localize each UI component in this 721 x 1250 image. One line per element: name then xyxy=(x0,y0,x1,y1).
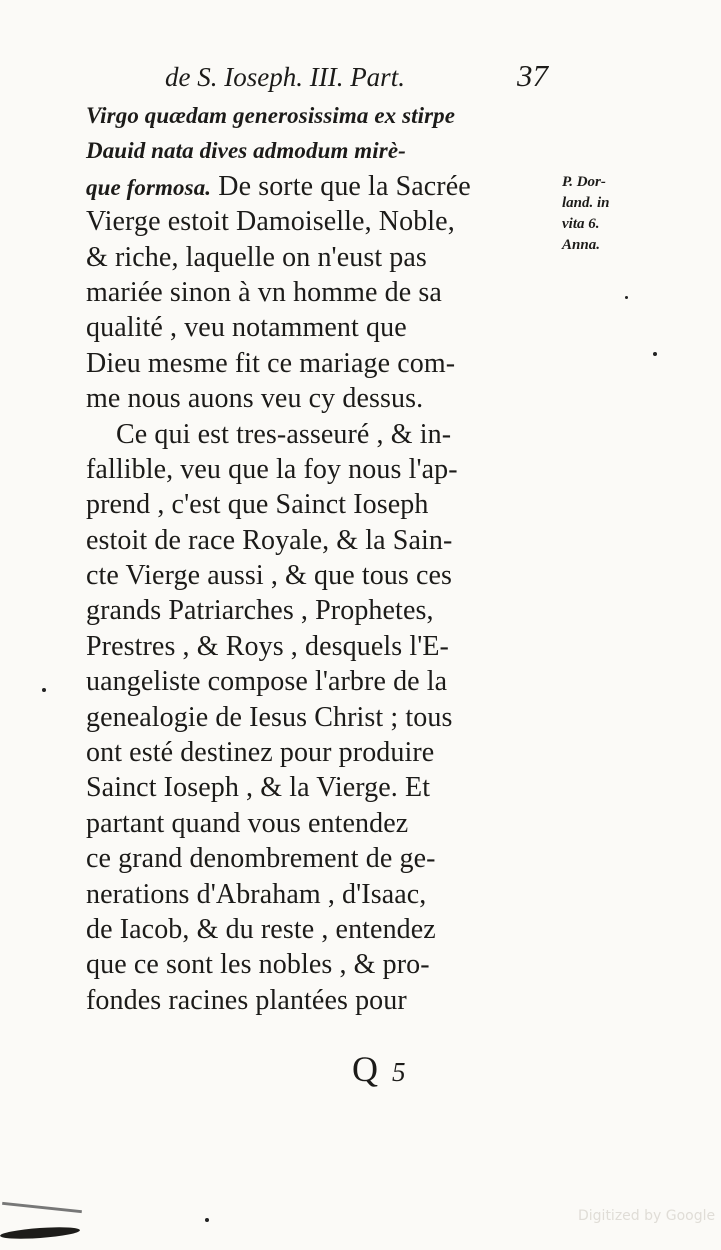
text-line: de Iacob, & du reste , entendez xyxy=(86,913,436,945)
signature-number: 5 xyxy=(392,1057,406,1087)
signature-letter: Q xyxy=(352,1049,378,1089)
text-line: prend , c'est que Sainct Ioseph xyxy=(86,489,429,521)
text-line: uangeliste compose l'arbre de la xyxy=(86,666,448,698)
text-line-italic-part: que formosa. xyxy=(86,174,212,200)
text-line: genealogie de Iesus Christ ; tous xyxy=(86,701,453,733)
page-number: 37 xyxy=(517,58,548,93)
scan-watermark: Digitized by Google xyxy=(578,1208,716,1224)
text-line: me nous auons veu cy dessus. xyxy=(86,383,424,415)
text-line: Dauid nata dives admodum mirè- xyxy=(86,138,406,164)
text-line: Sainct Ioseph , & la Vierge. Et xyxy=(86,772,431,804)
text-line xyxy=(86,169,561,204)
text-line: Ce qui est tres-asseuré , & in- xyxy=(116,418,452,450)
running-title: de S. Ioseph. III. Part. xyxy=(165,62,405,92)
page-smudge xyxy=(2,1202,82,1213)
ink-speck xyxy=(205,1218,209,1222)
margin-note-line: Anna. xyxy=(562,237,600,253)
margin-note xyxy=(562,172,672,256)
text-line: partant quand vous entendez xyxy=(86,807,409,839)
text-line: mariée sinon à vn homme de sa xyxy=(86,276,442,308)
text-line: Dieu mesme fit ce mariage com- xyxy=(86,347,456,379)
page-edge-shadow xyxy=(0,1225,80,1241)
text-line: estoit de race Royale, & la Sain- xyxy=(86,524,453,556)
running-header xyxy=(165,58,575,98)
text-line: Virgo quædam generosissima ex stirpe xyxy=(86,103,456,128)
text-line: ce grand denombrement de ge- xyxy=(86,843,436,875)
text-line: qualité , veu notamment que xyxy=(86,312,407,344)
text-line: Prestres , & Roys , desquels l'E- xyxy=(86,630,449,662)
ink-speck xyxy=(42,688,46,692)
margin-note-line: land. in xyxy=(562,195,610,211)
margin-note-line: vita 6. xyxy=(562,216,600,232)
text-line: ont esté destinez pour produire xyxy=(86,737,435,769)
margin-note-line: P. Dor- xyxy=(562,174,606,190)
ink-speck xyxy=(625,296,628,299)
signature-mark xyxy=(352,1048,406,1090)
text-line-roman-part: De sorte que la Sacrée xyxy=(211,170,471,202)
text-line: & riche, laquelle on n'eust pas xyxy=(86,241,427,273)
text-line: fondes racines plantées pour xyxy=(86,984,407,1016)
text-line: fallible, veu que la foy nous l'ap- xyxy=(86,453,458,485)
text-line: que ce sont les nobles , & pro- xyxy=(86,949,430,981)
text-line: grands Patriarches , Prophetes, xyxy=(86,595,434,627)
ink-speck xyxy=(653,352,657,356)
text-line: Vierge estoit Damoiselle, Noble, xyxy=(86,206,455,238)
text-line: cte Vierge aussi , & que tous ces xyxy=(86,560,453,592)
text-line: nerations d'Abraham , d'Isaac, xyxy=(86,878,427,910)
body-text xyxy=(86,98,561,1018)
